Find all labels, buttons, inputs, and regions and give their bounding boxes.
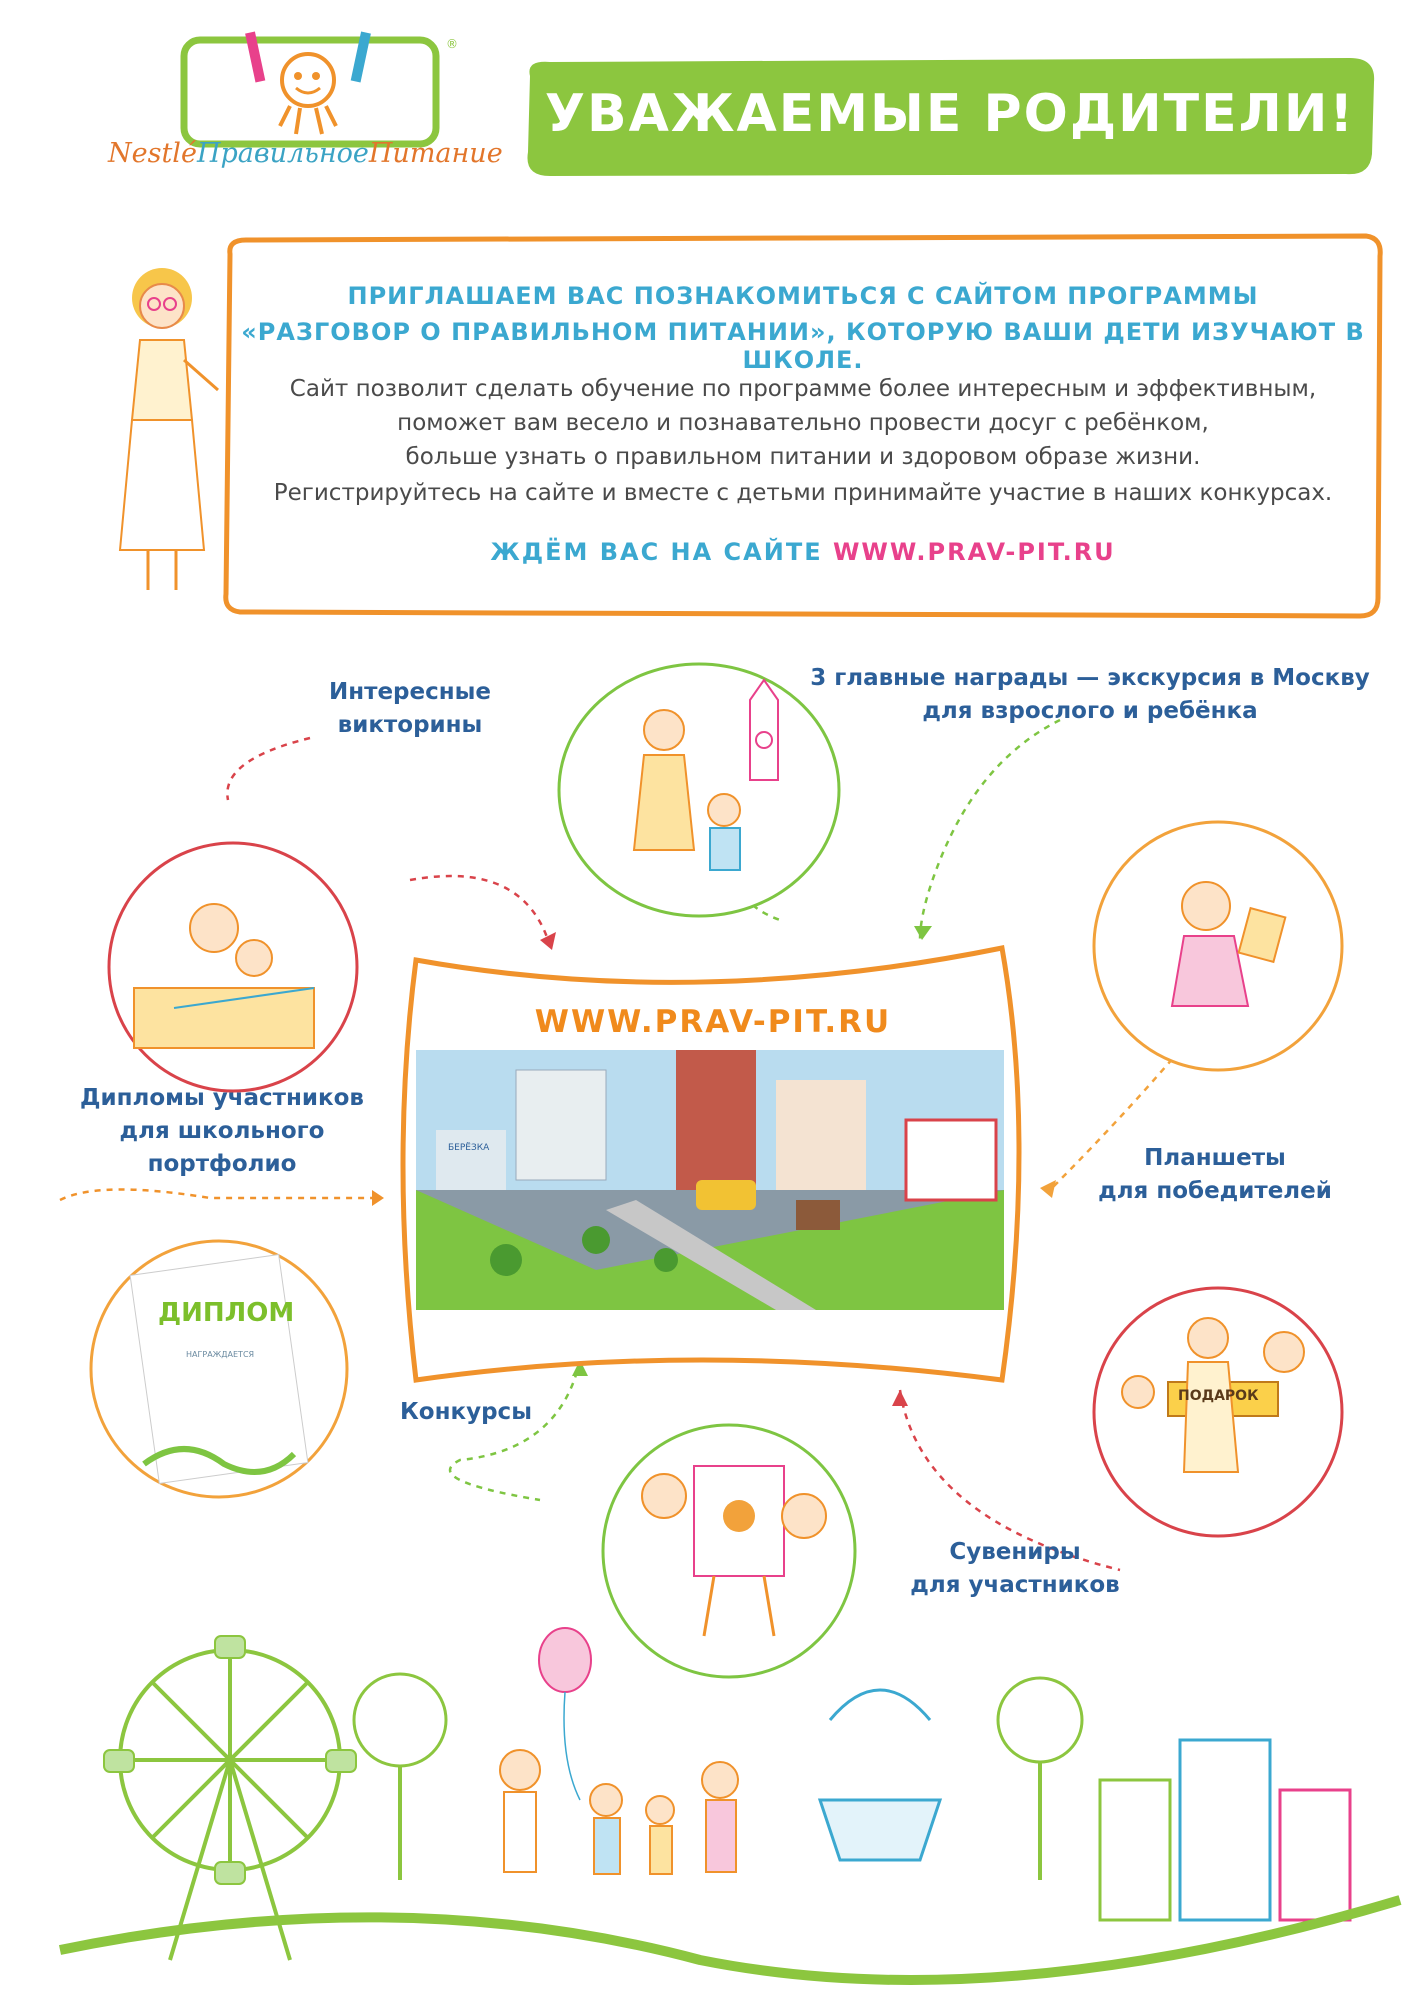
- feature-diplomas-line1: Дипломы участников: [80, 1085, 364, 1111]
- feature-diplomas: [72, 1082, 372, 1181]
- feature-prizes-line2: для взрослого и ребёнка: [922, 698, 1258, 724]
- diploma-title: ДИПЛОМ: [158, 1298, 295, 1328]
- gift-box-label: ПОДАРОК: [1178, 1388, 1259, 1404]
- registered-mark: ®: [446, 37, 458, 51]
- feature-souvenirs: [890, 1536, 1140, 1602]
- invitation-paragraph: [236, 372, 1370, 474]
- website-url-link[interactable]: WWW.PRAV-PIT.RU: [534, 1004, 892, 1040]
- feature-contests: [396, 1396, 536, 1429]
- feature-diplomas-line2: для школьного: [119, 1118, 325, 1144]
- invitation-paragraph-line3: больше узнать о правильном питании и здоровом образе жизни.: [405, 444, 1201, 470]
- feature-tablets-line2: для победителей: [1098, 1178, 1332, 1204]
- feature-quizzes: [300, 676, 520, 742]
- cta-text: ЖДЁМ ВАС НА САЙТЕ: [490, 538, 823, 566]
- page-title: УВАЖАЕМЫЕ РОДИТЕЛИ!: [544, 84, 1356, 144]
- feature-quizzes-line1: Интересные: [328, 679, 492, 705]
- feature-souvenirs-line2: для участников: [910, 1572, 1120, 1598]
- feature-quizzes-line2: викторины: [337, 712, 483, 738]
- logo-wordmark: [108, 138, 503, 169]
- registration-call: Регистрируйтесь на сайте и вместе с детьми принимайте участие в наших конкурсах.: [273, 480, 1333, 506]
- cta-url-link[interactable]: WWW.PRAV-PIT.RU: [832, 538, 1116, 566]
- logo-brand: Nestlé: [108, 138, 197, 169]
- family-figures: [500, 1750, 738, 1874]
- logo-part2: Питание: [368, 138, 503, 169]
- shop-sign: БЕРЁЗКА: [448, 1143, 490, 1153]
- city-illustration: [416, 1050, 1004, 1310]
- feature-tablets-line1: Планшеты: [1144, 1145, 1286, 1171]
- feature-contests-line1: Конкурсы: [400, 1399, 532, 1425]
- ferris-wheel: [120, 1650, 340, 1960]
- balloon: [539, 1628, 591, 1800]
- circle-moscow-trip: [554, 660, 844, 920]
- fountain: [820, 1690, 940, 1860]
- diploma-subtitle: НАГРАЖДАЕТСЯ: [186, 1350, 255, 1359]
- website-invitation: [236, 538, 1370, 566]
- circle-quizzes: [104, 838, 362, 1096]
- circle-diplomas: [84, 1234, 354, 1504]
- feature-souvenirs-line1: Сувениры: [949, 1539, 1081, 1565]
- invitation-paragraph-line2: поможет вам весело и познавательно провести досуг с ребёнком,: [397, 410, 1209, 436]
- feature-tablets: [1090, 1142, 1340, 1208]
- city-buildings: [1100, 1740, 1350, 1920]
- invitation-paragraph-line1: Сайт позволит сделать обучение по программе более интересным и эффективным,: [289, 376, 1317, 402]
- feature-main-prizes: [810, 662, 1370, 728]
- park-scene-illustration: [0, 1600, 1414, 2000]
- circle-tablets: [1088, 816, 1348, 1076]
- feature-prizes-line1: 3 главные награды — экскурсия в Москву: [810, 665, 1370, 691]
- circle-gifts: [1088, 1282, 1348, 1542]
- teacher-illustration: [100, 250, 230, 600]
- invitation-heading-line2: «РАЗГОВОР О ПРАВИЛЬНОМ ПИТАНИИ», КОТОРУЮ ВАШИ ДЕТИ ИЗУЧАЮТ В ШКОЛЕ.: [241, 318, 1365, 374]
- logo-part1: Правильное: [196, 138, 369, 169]
- invitation-heading-line1: ПРИГЛАШАЕМ ВАС ПОЗНАКОМИТЬСЯ С САЙТОМ ПРОГРАММЫ: [347, 282, 1259, 310]
- feature-diplomas-line3: портфолио: [147, 1151, 297, 1177]
